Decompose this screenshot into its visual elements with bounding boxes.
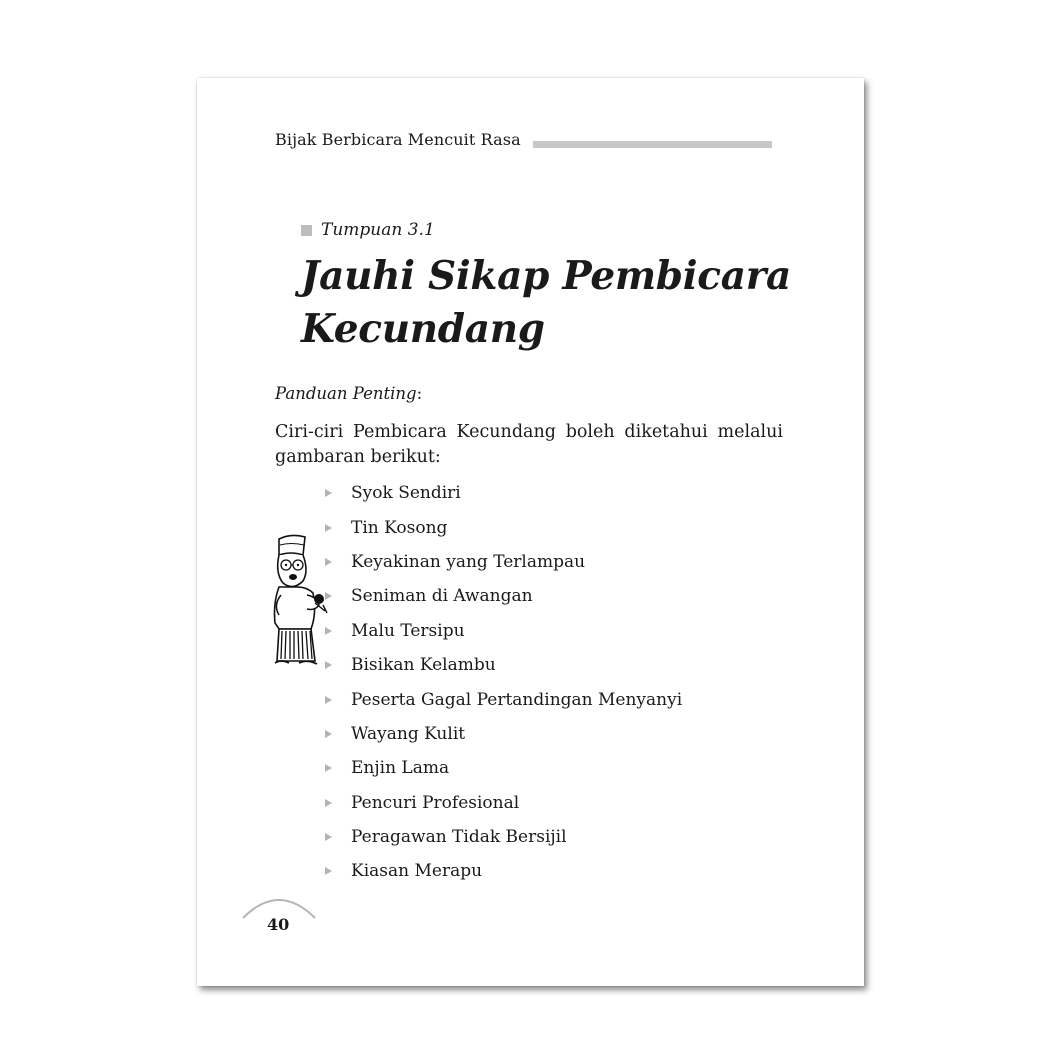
triangle-right-icon [325, 524, 332, 532]
running-header: Bijak Berbicara Mencuit Rasa [275, 130, 521, 149]
list-item [325, 820, 682, 854]
list-item [325, 510, 682, 544]
list-item-label: Pencuri Profesional [351, 792, 520, 813]
triangle-right-icon [325, 592, 332, 600]
list-item-label: Seniman di Awangan [351, 586, 533, 607]
list-item [325, 648, 682, 682]
header-rule [533, 141, 772, 148]
list-item-label: Syok Sendiri [351, 483, 461, 504]
list-item-label: Peserta Gagal Pertandingan Menyanyi [351, 689, 683, 710]
list-item [325, 614, 682, 648]
list-item-label: Malu Tersipu [351, 620, 465, 641]
list-item [325, 476, 682, 510]
guide-heading-text: Panduan Penting [275, 384, 417, 403]
list-item [325, 854, 682, 888]
triangle-right-icon [325, 489, 332, 497]
list-item-label: Enjin Lama [351, 758, 450, 779]
page-number: 40 [267, 915, 290, 934]
triangle-right-icon [325, 764, 332, 772]
triangle-right-icon [325, 799, 332, 807]
list-item [325, 717, 682, 751]
list-item-label: Keyakinan yang Terlampau [351, 551, 586, 572]
triangle-right-icon [325, 627, 332, 635]
triangle-right-icon [325, 730, 332, 738]
list-item [325, 579, 682, 613]
triangle-right-icon [325, 696, 332, 704]
triangle-right-icon [325, 867, 332, 875]
square-icon [301, 225, 312, 236]
section-label-text: Tumpuan 3.1 [321, 220, 435, 240]
list-item-label: Tin Kosong [351, 517, 448, 538]
traits-list [325, 476, 682, 889]
list-item [325, 751, 682, 785]
chapter-title-line: Kecundang [301, 306, 545, 352]
section-label [301, 220, 435, 240]
list-item [325, 786, 682, 820]
triangle-right-icon [325, 833, 332, 841]
list-item-label: Wayang Kulit [351, 723, 466, 744]
guide-heading-colon: : [416, 384, 423, 403]
list-item-label: Kiasan Merapu [351, 861, 483, 882]
list-item [325, 682, 682, 716]
list-item [325, 545, 682, 579]
guide-heading [275, 384, 422, 403]
intro-paragraph: Ciri-ciri Pembicara Kecundang boleh diketahui melalui gambaran berikut: [275, 422, 783, 467]
chapter-title [301, 250, 821, 356]
triangle-right-icon [325, 661, 332, 669]
chapter-title-line: Jauhi Sikap Pembicara [301, 253, 791, 299]
list-item-label: Peragawan Tidak Bersijil [351, 827, 567, 848]
triangle-right-icon [325, 558, 332, 566]
list-item-label: Bisikan Kelambu [351, 655, 496, 676]
book-page [197, 78, 864, 986]
